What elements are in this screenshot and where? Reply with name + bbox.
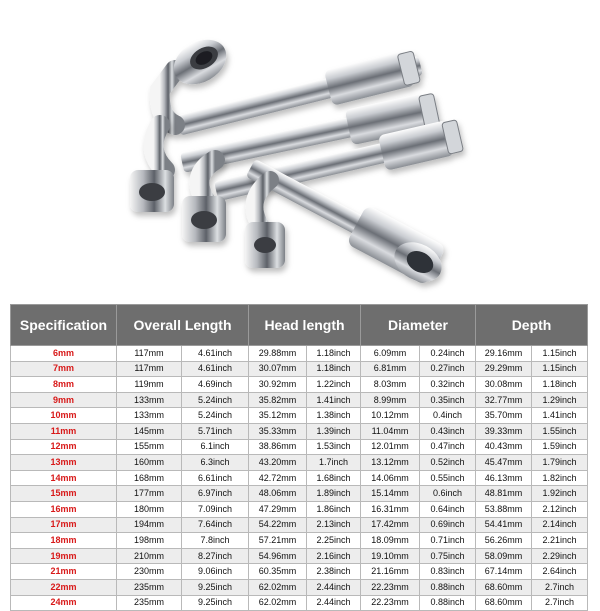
- cell-depth-inch: 1.79inch: [532, 455, 588, 471]
- cell-depth-inch: 2.7inch: [532, 579, 588, 595]
- table-row: [11, 408, 588, 424]
- cell-spec: 7mm: [11, 361, 117, 377]
- table-row: [11, 470, 588, 486]
- cell-overall-inch: 7.8inch: [182, 533, 249, 549]
- cell-depth-inch: 2.14inch: [532, 517, 588, 533]
- cell-depth-inch: 2.21inch: [532, 533, 588, 549]
- cell-head-inch: 2.16inch: [307, 548, 361, 564]
- cell-diameter-inch: 0.88inch: [420, 595, 476, 611]
- cell-depth-inch: 1.18inch: [532, 377, 588, 393]
- cell-overall-mm: 210mm: [117, 548, 182, 564]
- cell-overall-inch: 7.64inch: [182, 517, 249, 533]
- cell-spec: 9mm: [11, 392, 117, 408]
- cell-head-inch: 2.13inch: [307, 517, 361, 533]
- cell-diameter-mm: 6.09mm: [361, 346, 420, 362]
- cell-diameter-inch: 0.35inch: [420, 392, 476, 408]
- cell-depth-inch: 1.15inch: [532, 346, 588, 362]
- cell-spec: 10mm: [11, 408, 117, 424]
- cell-overall-mm: 119mm: [117, 377, 182, 393]
- header-depth: Depth: [476, 305, 588, 346]
- cell-depth-mm: 32.77mm: [476, 392, 532, 408]
- cell-spec: 15mm: [11, 486, 117, 502]
- cell-spec: 21mm: [11, 564, 117, 580]
- cell-head-mm: 30.92mm: [249, 377, 307, 393]
- cell-diameter-mm: 21.16mm: [361, 564, 420, 580]
- cell-head-inch: 1.38inch: [307, 408, 361, 424]
- cell-overall-inch: 9.06inch: [182, 564, 249, 580]
- table-row: [11, 392, 588, 408]
- cell-spec: 14mm: [11, 470, 117, 486]
- table-row: [11, 564, 588, 580]
- cell-head-inch: 2.25inch: [307, 533, 361, 549]
- cell-head-mm: 62.02mm: [249, 579, 307, 595]
- table-row: [11, 595, 588, 611]
- cell-overall-mm: 145mm: [117, 423, 182, 439]
- cell-overall-mm: 194mm: [117, 517, 182, 533]
- cell-head-inch: 1.53inch: [307, 439, 361, 455]
- cell-depth-mm: 48.81mm: [476, 486, 532, 502]
- cell-depth-mm: 68.60mm: [476, 579, 532, 595]
- cell-spec: 24mm: [11, 595, 117, 611]
- cell-spec: 13mm: [11, 455, 117, 471]
- cell-depth-mm: 58.09mm: [476, 548, 532, 564]
- cell-head-mm: 29.88mm: [249, 346, 307, 362]
- table-row: [11, 455, 588, 471]
- cell-overall-inch: 8.27inch: [182, 548, 249, 564]
- cell-diameter-inch: 0.6inch: [420, 486, 476, 502]
- cell-head-mm: 35.12mm: [249, 408, 307, 424]
- cell-diameter-inch: 0.55inch: [420, 470, 476, 486]
- cell-head-mm: 38.86mm: [249, 439, 307, 455]
- cell-overall-mm: 235mm: [117, 579, 182, 595]
- cell-head-mm: 57.21mm: [249, 533, 307, 549]
- cell-overall-mm: 198mm: [117, 533, 182, 549]
- table-row: [11, 361, 588, 377]
- cell-head-mm: 42.72mm: [249, 470, 307, 486]
- cell-head-mm: 35.33mm: [249, 423, 307, 439]
- cell-overall-inch: 5.24inch: [182, 408, 249, 424]
- cell-overall-inch: 4.61inch: [182, 361, 249, 377]
- cell-overall-mm: 180mm: [117, 501, 182, 517]
- cell-head-inch: 2.44inch: [307, 579, 361, 595]
- cell-diameter-inch: 0.47inch: [420, 439, 476, 455]
- table-row: [11, 517, 588, 533]
- cell-diameter-mm: 19.10mm: [361, 548, 420, 564]
- cell-overall-mm: 133mm: [117, 392, 182, 408]
- cell-overall-mm: 160mm: [117, 455, 182, 471]
- cell-depth-mm: 35.70mm: [476, 408, 532, 424]
- cell-diameter-mm: 22.23mm: [361, 595, 420, 611]
- cell-depth-mm: 45.47mm: [476, 455, 532, 471]
- cell-diameter-inch: 0.64inch: [420, 501, 476, 517]
- cell-head-mm: 47.29mm: [249, 501, 307, 517]
- cell-head-inch: 1.41inch: [307, 392, 361, 408]
- cell-overall-mm: 177mm: [117, 486, 182, 502]
- cell-head-inch: 1.7inch: [307, 455, 361, 471]
- cell-diameter-inch: 0.52inch: [420, 455, 476, 471]
- cell-overall-mm: 117mm: [117, 346, 182, 362]
- cell-overall-mm: 235mm: [117, 595, 182, 611]
- header-specification: Specification: [11, 305, 117, 346]
- cell-head-inch: 1.68inch: [307, 470, 361, 486]
- cell-overall-inch: 9.25inch: [182, 595, 249, 611]
- cell-diameter-mm: 13.12mm: [361, 455, 420, 471]
- cell-diameter-mm: 17.42mm: [361, 517, 420, 533]
- cell-depth-inch: 1.15inch: [532, 361, 588, 377]
- cell-head-mm: 62.02mm: [249, 595, 307, 611]
- cell-depth-inch: 1.29inch: [532, 392, 588, 408]
- cell-overall-mm: 133mm: [117, 408, 182, 424]
- cell-diameter-mm: 14.06mm: [361, 470, 420, 486]
- cell-diameter-inch: 0.24inch: [420, 346, 476, 362]
- header-head-length: Head length: [249, 305, 361, 346]
- cell-depth-mm: 29.16mm: [476, 346, 532, 362]
- cell-depth-mm: 46.13mm: [476, 470, 532, 486]
- cell-head-mm: 35.82mm: [249, 392, 307, 408]
- table-row: [11, 439, 588, 455]
- cell-diameter-mm: 16.31mm: [361, 501, 420, 517]
- cell-head-mm: 60.35mm: [249, 564, 307, 580]
- cell-diameter-inch: 0.69inch: [420, 517, 476, 533]
- cell-diameter-mm: 12.01mm: [361, 439, 420, 455]
- header-row: [11, 305, 588, 346]
- cell-depth-mm: 40.43mm: [476, 439, 532, 455]
- header-diameter: Diameter: [361, 305, 476, 346]
- cell-depth-mm: 56.26mm: [476, 533, 532, 549]
- cell-depth-inch: 1.82inch: [532, 470, 588, 486]
- cell-depth-inch: 2.64inch: [532, 564, 588, 580]
- cell-head-inch: 1.89inch: [307, 486, 361, 502]
- cell-spec: 17mm: [11, 517, 117, 533]
- cell-diameter-inch: 0.32inch: [420, 377, 476, 393]
- cell-overall-inch: 4.69inch: [182, 377, 249, 393]
- cell-head-inch: 2.38inch: [307, 564, 361, 580]
- cell-head-mm: 54.96mm: [249, 548, 307, 564]
- cell-diameter-mm: 18.09mm: [361, 533, 420, 549]
- cell-head-inch: 1.39inch: [307, 423, 361, 439]
- cell-depth-inch: 2.29inch: [532, 548, 588, 564]
- cell-diameter-inch: 0.83inch: [420, 564, 476, 580]
- cell-depth-inch: 1.92inch: [532, 486, 588, 502]
- cell-spec: 16mm: [11, 501, 117, 517]
- cell-diameter-mm: 6.81mm: [361, 361, 420, 377]
- cell-overall-inch: 5.71inch: [182, 423, 249, 439]
- wrench-set-photo: [0, 0, 600, 300]
- cell-head-mm: 54.22mm: [249, 517, 307, 533]
- spec-table: [10, 304, 588, 611]
- cell-diameter-inch: 0.27inch: [420, 361, 476, 377]
- cell-depth-mm: 67.14mm: [476, 564, 532, 580]
- cell-depth-mm: 29.29mm: [476, 361, 532, 377]
- cell-head-inch: 1.18inch: [307, 346, 361, 362]
- cell-head-inch: 1.22inch: [307, 377, 361, 393]
- cell-spec: 6mm: [11, 346, 117, 362]
- cell-diameter-inch: 0.75inch: [420, 548, 476, 564]
- cell-spec: 22mm: [11, 579, 117, 595]
- cell-diameter-mm: 11.04mm: [361, 423, 420, 439]
- cell-overall-inch: 5.24inch: [182, 392, 249, 408]
- table-row: [11, 423, 588, 439]
- table-row: [11, 579, 588, 595]
- table-row: [11, 346, 588, 362]
- cell-head-mm: 48.06mm: [249, 486, 307, 502]
- cell-overall-mm: 155mm: [117, 439, 182, 455]
- cell-depth-inch: 2.7inch: [532, 595, 588, 611]
- cell-depth-inch: 1.55inch: [532, 423, 588, 439]
- cell-depth-mm: 39.33mm: [476, 423, 532, 439]
- cell-overall-inch: 6.97inch: [182, 486, 249, 502]
- cell-diameter-inch: 0.43inch: [420, 423, 476, 439]
- cell-overall-inch: 7.09inch: [182, 501, 249, 517]
- cell-head-mm: 30.07mm: [249, 361, 307, 377]
- cell-head-inch: 1.86inch: [307, 501, 361, 517]
- header-overall-length: Overall Length: [117, 305, 249, 346]
- table-row: [11, 548, 588, 564]
- cell-diameter-inch: 0.4inch: [420, 408, 476, 424]
- cell-overall-mm: 117mm: [117, 361, 182, 377]
- cell-depth-inch: 1.59inch: [532, 439, 588, 455]
- cell-depth-mm: 68.60mm: [476, 595, 532, 611]
- cell-overall-inch: 6.61inch: [182, 470, 249, 486]
- cell-spec: 19mm: [11, 548, 117, 564]
- table-row: [11, 377, 588, 393]
- cell-depth-mm: 54.41mm: [476, 517, 532, 533]
- cell-spec: 12mm: [11, 439, 117, 455]
- cell-diameter-mm: 22.23mm: [361, 579, 420, 595]
- table-row: [11, 486, 588, 502]
- cell-spec: 11mm: [11, 423, 117, 439]
- cell-diameter-mm: 8.03mm: [361, 377, 420, 393]
- cell-head-inch: 2.44inch: [307, 595, 361, 611]
- cell-overall-mm: 230mm: [117, 564, 182, 580]
- cell-diameter-inch: 0.71inch: [420, 533, 476, 549]
- cell-spec: 18mm: [11, 533, 117, 549]
- cell-diameter-inch: 0.88inch: [420, 579, 476, 595]
- cell-overall-inch: 6.1inch: [182, 439, 249, 455]
- cell-diameter-mm: 10.12mm: [361, 408, 420, 424]
- cell-head-mm: 43.20mm: [249, 455, 307, 471]
- cell-depth-mm: 53.88mm: [476, 501, 532, 517]
- spec-table-body: [11, 346, 588, 611]
- cell-depth-inch: 1.41inch: [532, 408, 588, 424]
- cell-overall-mm: 168mm: [117, 470, 182, 486]
- cell-spec: 8mm: [11, 377, 117, 393]
- cell-diameter-mm: 15.14mm: [361, 486, 420, 502]
- cell-overall-inch: 9.25inch: [182, 579, 249, 595]
- cell-overall-inch: 6.3inch: [182, 455, 249, 471]
- cell-head-inch: 1.18inch: [307, 361, 361, 377]
- cell-diameter-mm: 8.99mm: [361, 392, 420, 408]
- table-row: [11, 533, 588, 549]
- cell-depth-inch: 2.12inch: [532, 501, 588, 517]
- table-row: [11, 501, 588, 517]
- cell-depth-mm: 30.08mm: [476, 377, 532, 393]
- cell-overall-inch: 4.61inch: [182, 346, 249, 362]
